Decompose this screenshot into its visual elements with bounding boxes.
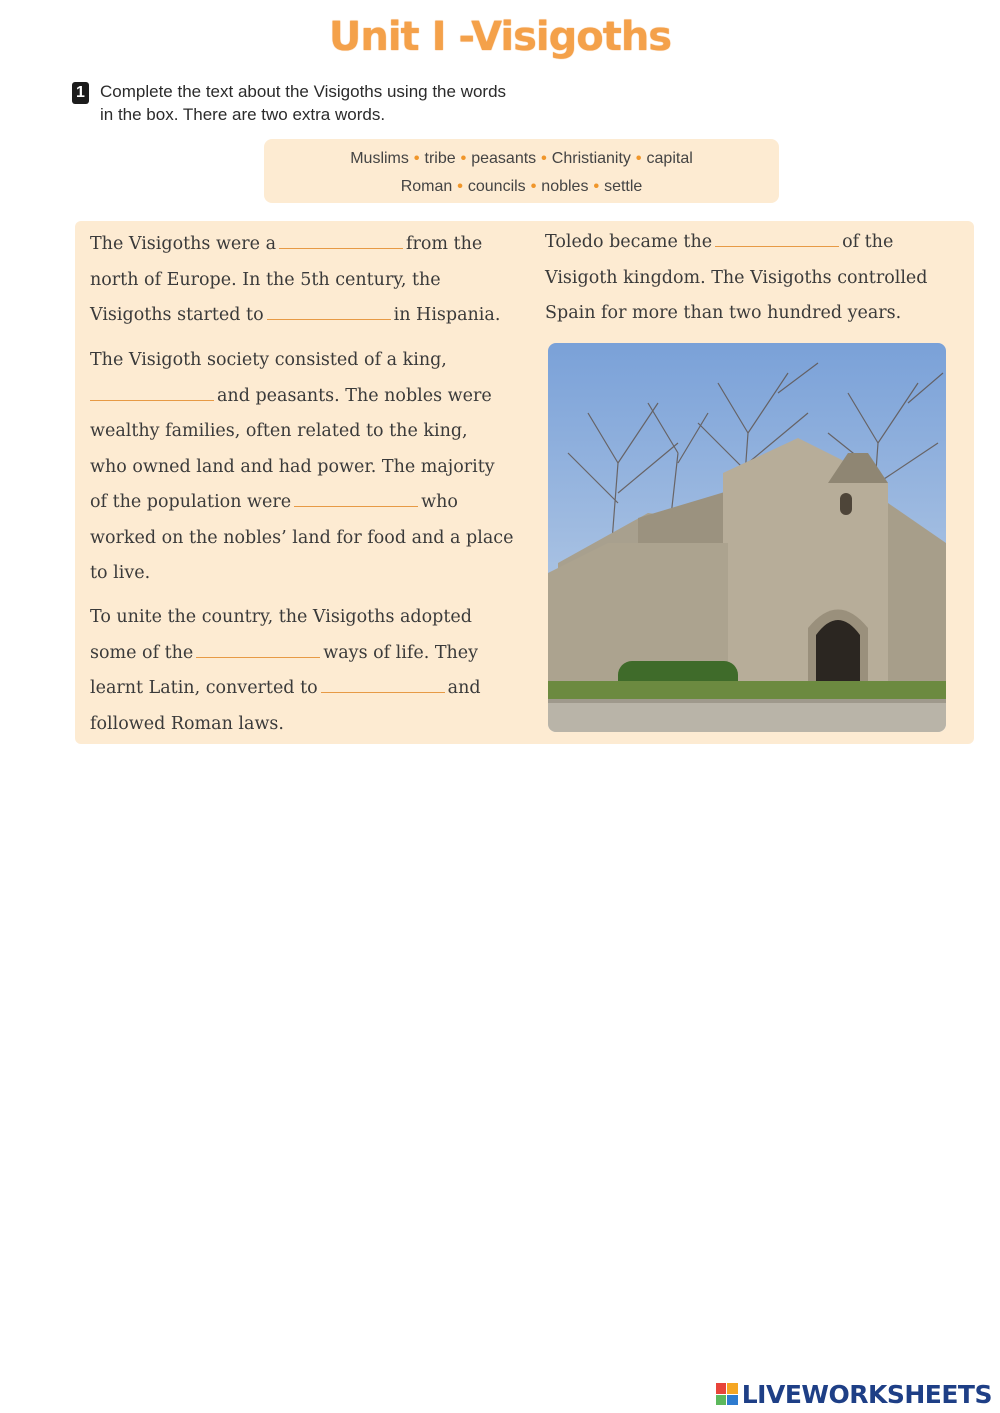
bullet-icon: • (457, 178, 463, 195)
answer-blank-7[interactable] (715, 228, 839, 247)
text-line: followed Roman laws. (90, 713, 284, 734)
text-line: in Hispania. (393, 305, 501, 325)
text-line: to live. (90, 563, 151, 583)
bullet-icon: • (635, 150, 642, 167)
paragraph-1 (90, 227, 500, 334)
text-line: from the (406, 234, 483, 254)
text-line: who owned land and had power. The majority (90, 456, 495, 477)
instruction-line-1: Complete the text about the Visigoths using the words (100, 82, 507, 101)
text-line: and (447, 678, 481, 698)
answer-blank-1[interactable] (279, 230, 403, 249)
footer-brand (716, 1379, 992, 1409)
text-line: wealthy families, often related to the king, (90, 421, 468, 441)
word-option: councils (467, 178, 526, 195)
text-line: Visigoths started to (90, 305, 264, 325)
word-option: tribe (424, 150, 456, 167)
answer-blank-3[interactable] (90, 382, 214, 401)
text-line: some of the (90, 642, 194, 663)
liveworksheets-logo-icon (716, 1383, 738, 1405)
word-option: Roman (400, 178, 453, 195)
bullet-icon: • (541, 150, 547, 167)
bullet-icon: • (413, 150, 420, 167)
text-line: who (421, 492, 458, 512)
exercise-number-badge: 1 (72, 82, 89, 104)
word-option: Christianity (551, 150, 631, 167)
instruction-text (100, 80, 600, 126)
word-option: peasants (471, 150, 537, 167)
paragraph-3 (90, 600, 481, 742)
answer-blank-4[interactable] (294, 488, 418, 507)
answer-blank-2[interactable] (267, 301, 391, 320)
brand-name: LIVEWORKSHEETS (741, 1379, 992, 1409)
text-line: To unite the country, the Visigoths adopted (90, 607, 472, 627)
text-line: worked on the nobles’ land for food and a place (90, 527, 514, 548)
word-option: nobles (541, 178, 589, 195)
text-line: ways of life. They (323, 642, 479, 663)
paragraph-2 (90, 343, 513, 592)
text-line: Spain for more than two hundred years. (545, 303, 902, 323)
text-line: The Visigoth society consisted of a king, (90, 350, 447, 370)
text-line: north of Europe. In the 5th century, the (90, 269, 441, 290)
text-line: Toledo became the (545, 232, 713, 252)
text-line: The Visigoths were a (90, 234, 277, 254)
text-line: learnt Latin, converted to (90, 678, 318, 698)
word-option: Muslims (350, 150, 409, 167)
word-box-row-2 (264, 173, 779, 201)
paragraph-4 (545, 225, 928, 332)
word-option: capital (646, 150, 693, 167)
text-line: of the population were (90, 492, 292, 512)
bullet-icon: • (593, 178, 600, 195)
instruction-line-2: in the box. There are two extra words. (100, 105, 386, 124)
word-box (264, 139, 779, 203)
page-title: Unit I -Visigoths (328, 14, 672, 60)
word-option: settle (604, 178, 643, 195)
text-line: Visigoth kingdom. The Visigoths controlled (545, 267, 928, 288)
bullet-icon: • (530, 178, 537, 195)
bullet-icon: • (460, 150, 467, 167)
text-line: of the (842, 232, 894, 252)
church-photo (548, 343, 946, 732)
answer-blank-6[interactable] (321, 674, 445, 693)
answer-blank-5[interactable] (196, 639, 320, 658)
word-box-row-1 (264, 145, 779, 173)
text-line: and peasants. The nobles were (217, 385, 492, 406)
